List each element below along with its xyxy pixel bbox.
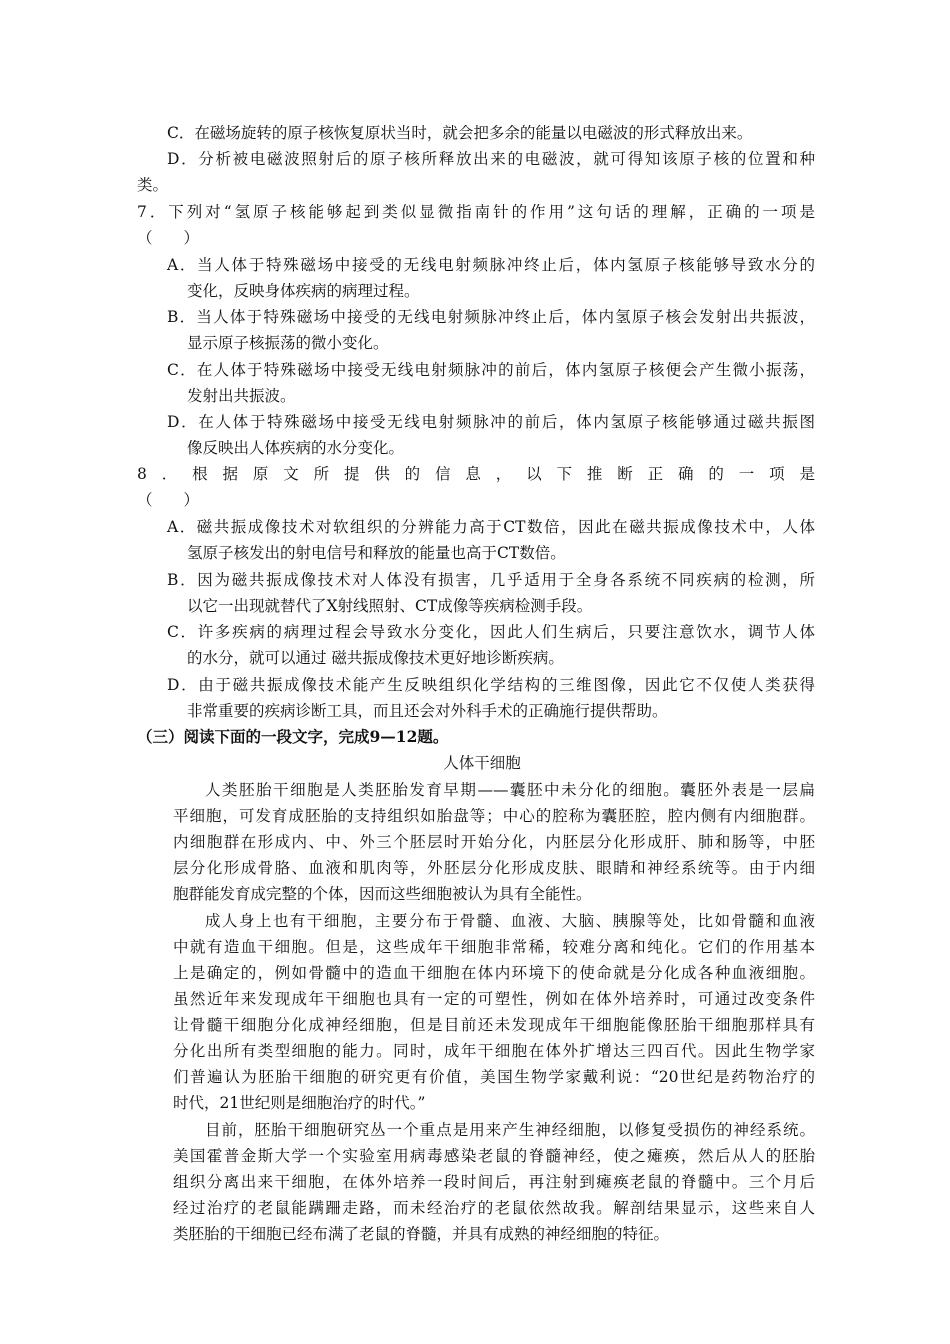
para1-line: 层分化形成骨胳、血液和肌肉等，外胚层分化形成皮肤、眼睛和神经系统等。由于内细 [173, 859, 815, 877]
q8-option-c-line2: 的水分，就可以通过 磁共振成像技术更好地诊断疾病。 [187, 649, 564, 667]
para3-line: 美国霍普金斯大学一个实验室用病毒感染老鼠的脊髓神经，使之瘫痪，然后从人的胚胎 [173, 1147, 815, 1165]
para2-line: 中就有造血干细胞。但是，这些成年干细胞非常稀，较难分离和纯化。它们的作用基本 [173, 938, 815, 956]
para1-line: 人类胚胎干细胞是人类胚胎发育早期——囊胚中未分化的细胞。囊胚外表是一层扁 [205, 781, 815, 799]
section-heading: （三）阅读下面的一段文字，完成9—12题。 [137, 727, 449, 746]
q7-option-b-line2: 显示原子核振荡的微小变化。 [187, 334, 389, 352]
q7-option-c-line2: 发射出共振波。 [187, 387, 296, 405]
q8-option-b-line1: B．因为磁共振成像技术对人体没有损害，几乎适用于全身各系统不同疾病的检测，所 [167, 571, 815, 589]
q6-option-d-line1: D．分析被电磁波照射后的原子核所释放出来的电磁波，就可得知该原子核的位置和种 [167, 150, 815, 168]
q6-option-c: C．在磁场旋转的原子核恢复原状当时，就会把多余的能量以电磁波的形式释放出来。 [167, 124, 753, 142]
para3-line: 组织分离出来干细胞，在体外培养一段时间后，再注射到瘫痪老鼠的脊髓中。三个月后 [173, 1173, 815, 1191]
para1-line: 内细胞群在形成内、中、外三个胚层时开始分化，内胚层分化形成肝、肺和肠等，中胚 [173, 833, 815, 851]
para2-line: 时代，21世纪则是细胞治疗的时代。” [173, 1094, 426, 1112]
para2-line: 分化出所有类型细胞的能力。同时，成年干细胞在体外扩增达三四百代。因此生物学家 [173, 1042, 815, 1060]
para3-line: 类胚胎的干细胞已经布满了老鼠的脊髓，并具有成熟的神经细胞的特征。 [173, 1225, 670, 1243]
q8-option-b-line2: 以它一出现就替代了X射线照射、CT成像等疾病检测手段。 [187, 597, 593, 615]
q7-option-a-line1: A．当人体于特殊磁场中接受的无线电射频脉冲终止后，体内氢原子核能够导致水分的 [167, 256, 815, 274]
para2-line: 成人身上也有干细胞，主要分布于骨髓、血液、大脑、胰腺等处，比如骨髓和血液 [205, 912, 815, 930]
para2-line: 上是确定的，例如骨髓中的造血干细胞在体内环境下的使命就是分化成各种血液细胞。 [173, 964, 815, 982]
q7-option-a-line2: 变化，反映身体疾病的病理过程。 [187, 282, 420, 300]
article-title: 人体干细胞 [443, 754, 521, 772]
q8-option-d-line1: D．由于磁共振成像技术能产生反映组织化学结构的三维图像，因此它不仅使人类获得 [167, 676, 815, 694]
q8-option-c-line1: C．许多疾病的病理过程会导致水分变化，因此人们生病后，只要注意饮水，调节人体 [167, 623, 815, 641]
q7-option-d-line2: 像反映出人体疾病的水分变化。 [187, 439, 405, 457]
para2-line: 们普遍认为胚胎干细胞的研究更有价值，美国生物学家戴利说：“20世纪是药物治疗的 [173, 1068, 815, 1086]
q8-option-d-line2: 非常重要的疾病诊断工具，而且还会对外科手术的正确施行提供帮助。 [187, 702, 668, 720]
para1-line: 胞群能发育成完整的个体，因而这些细胞被认为具有全能性。 [173, 885, 592, 903]
q7-bracket: （ ） [137, 229, 200, 247]
para3-line: 目前，胚胎干细胞研究丛一个重点是用来产生神经细胞，以修复受损伤的神经系统。 [205, 1121, 815, 1139]
para3-line: 经过治疗的老鼠能蹒跚走路，而未经治疗的老鼠依然故我。解剖结果显示，这些来自人 [173, 1199, 815, 1217]
para2-line: 虽然近年来发现成年干细胞也具有一定的可塑性，例如在体外培养时，可通过改变条件 [173, 990, 815, 1008]
q7-stem: 7．下列对“氢原子核能够起到类似显微指南针的作用”这句话的理解，正确的一项是 [137, 203, 815, 221]
q8-bracket: （ ） [137, 491, 200, 509]
para2-line: 让骨髓干细胞分化成神经细胞，但是目前还未发现成年干细胞能像胚胎干细胞那样具有 [173, 1016, 815, 1034]
para1-line: 平细胞，可发育成胚胎的支持组织如胎盘等；中心的腔称为囊胚腔，腔内侧有内细胞群。 [173, 807, 815, 825]
q8-stem: 8．根据原文所提供的信息，以下推断正确的一项是 [137, 465, 815, 483]
q8-option-a-line2: 氢原子核发出的射电信号和释放的能量也高于CT数倍。 [187, 544, 566, 562]
q8-option-a-line1: A．磁共振成像技术对软组织的分辨能力高于CT数倍，因此在磁共振成像技术中，人体 [167, 518, 815, 536]
q6-option-d-line2: 类。 [137, 176, 169, 194]
q7-option-b-line1: B．当人体于特殊磁场中接受的无线电射频脉冲终止后，体内氢原子核会发射出共振波， [167, 308, 815, 326]
q7-option-d-line1: D．在人体于特殊磁场中接受无线电射频脉冲的前后，体内氢原子核能够通过磁共振图 [167, 413, 815, 431]
q7-option-c-line1: C．在人体于特殊磁场中接受无线电射频脉冲的前后，体内氢原子核便会产生微小振荡， [167, 361, 815, 379]
